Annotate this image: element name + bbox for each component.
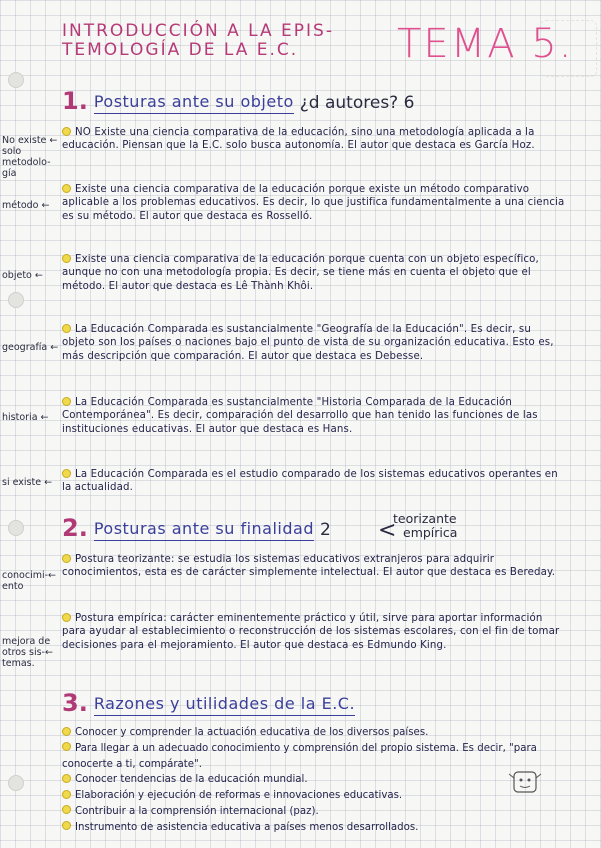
margin-note: método ← (2, 200, 50, 211)
list-item: Para llegar a un adecuado conocimiento y comprensión del propio sistema. Es decir, "para conocerte a ti, compárate". (62, 742, 537, 770)
margin-note: conocimi-← ento (2, 570, 57, 592)
section-number: 2. (62, 514, 88, 542)
margin-note: No existe ← solo metodolo- gía (2, 135, 58, 179)
section-number: 3. (62, 689, 88, 717)
page-title: INTRODUCCIÓN A LA EPIS- TEMOLOGÍA DE LA E.C. (62, 21, 334, 60)
list-item: Postura empírica: carácter eminentemente práctico y útil, sirve para aportar información para ayudar al establecimiento o reconstrucción de los sistemas escolares, con el fin de tomar decisiones para el mejoramiento. El autor que destaca es Edmundo King. (62, 613, 560, 651)
list-item: Existe una ciencia comparativa de la educación porque cuenta con un objeto específico, aunque no con una metodología propia. Es decir, se tiene más en cuenta el objeto que el método. El autor que destaca es Lê Thành Khôi. (62, 254, 539, 292)
section-number: 1. (62, 87, 88, 115)
margin-note: mejora de otros sis-← temas. (2, 636, 53, 669)
binder-hole (8, 72, 24, 88)
bullet-icon (62, 469, 71, 478)
list-item: Elaboración y ejecución de reformas e innovaciones educativas. (62, 788, 572, 804)
section-title: Posturas ante su finalidad (94, 520, 314, 541)
bullet-icon (62, 727, 71, 736)
section-3-heading (62, 690, 355, 716)
list-item: Existe una ciencia comparativa de la educación porque existe un método comparativo aplicable a los problemas educativos. Es decir, lo que justifica fundamentalmente a una ciencia es su método. El autor que destaca es Rosselló. (62, 184, 565, 222)
section-1-heading (62, 88, 414, 114)
list-item: Conocer tendencias de la educación mundial. (62, 772, 572, 788)
list-item: Conocer y comprender la actuación educativa de los diversos países. (62, 725, 572, 741)
tema-heading: TEMA 5. (397, 21, 574, 67)
section-3-list (62, 725, 572, 836)
bullet-icon (62, 184, 71, 193)
bullet-icon (62, 127, 71, 136)
bullet-icon (62, 774, 71, 783)
bullet-icon (62, 324, 71, 333)
margin-note: geografía ← (2, 342, 59, 353)
type-empirica: empírica (403, 525, 458, 540)
bullet-icon (62, 805, 71, 814)
brace-symbol: < (378, 518, 397, 543)
list-item: La Educación Comparada es sustancialmente "Geografía de la Educación". Es decir, su objeto son los países o naciones bajo el punto de vista de su organización educativa. Esto es, más descripción que comparación. El autor que destaca es Debesse. (62, 324, 554, 362)
list-item: NO Existe una ciencia comparativa de la educación, sino una metodología aplicada a la educación. Piensan que la E.C. solo busca autonomía. El autor que destaca es García Hoz. (62, 127, 535, 152)
type-teorizante: teorizante (393, 511, 457, 526)
bullet-icon (62, 397, 71, 406)
section-note: 2 (320, 520, 331, 540)
margin-note: historia ← (2, 412, 49, 423)
bullet-icon (62, 554, 71, 563)
bullet-icon (62, 742, 71, 751)
list-item: Contribuir a la comprensión internacional (paz). (62, 804, 572, 820)
margin-note: objeto ← (2, 270, 43, 281)
section-title: Posturas ante su objeto (94, 93, 294, 114)
bullet-icon (62, 790, 71, 799)
list-item: Instrumento de asistencia educativa a países menos desarrollados. (62, 820, 572, 836)
section-title: Razones y utilidades de la E.C. (94, 695, 355, 716)
binder-hole (8, 292, 24, 308)
list-item: La Educación Comparada es sustancialmente "Historia Comparada de la Educación Contemporánea". Es decir, comparación del desarrollo que han tenido las funciones de las instituciones educativas. El autor que destaca es Hans. (62, 397, 538, 435)
margin-note: si existe ← (2, 477, 53, 488)
section-2-types (393, 512, 457, 540)
binder-hole (8, 520, 24, 536)
section-note: ¿d autores? 6 (299, 93, 415, 113)
list-item: Postura teorizante: se estudia los sistemas educativos extranjeros para adquirir conocimientos, esta es de carácter simplemente intelectual. El autor que destaca es Bereday. (62, 554, 556, 579)
doodle-icon (505, 762, 545, 802)
bullet-icon (62, 821, 71, 830)
list-item: La Educación Comparada es el estudio comparado de los sistemas educativos operantes en la actualidad. (62, 469, 558, 494)
section-2-heading (62, 515, 331, 541)
bullet-icon (62, 254, 71, 263)
binder-hole (8, 775, 24, 791)
bullet-icon (62, 613, 71, 622)
